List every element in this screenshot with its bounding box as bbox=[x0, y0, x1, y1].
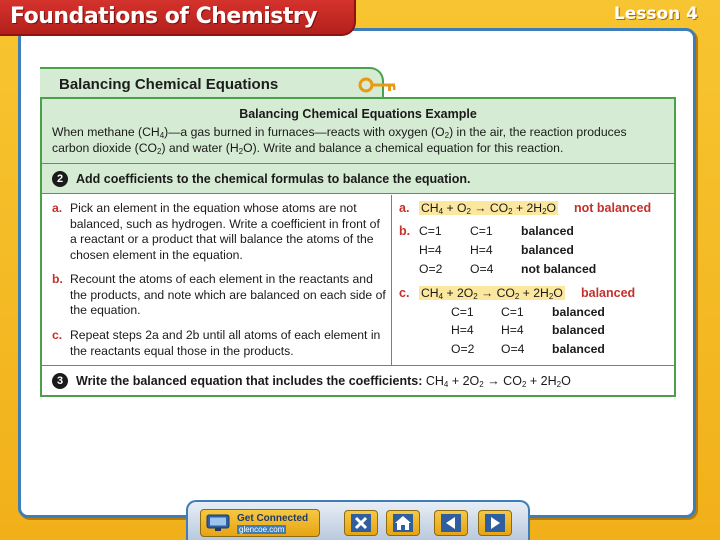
atom-count-reactant: H=4 bbox=[451, 323, 474, 337]
subscript: 4 bbox=[159, 131, 165, 140]
step-2-body bbox=[42, 195, 674, 365]
equation-balanced: $CH_4 + 2O_2 \to CO_2 + 2H_2O$ bbox=[421, 286, 563, 301]
solution-letter: b. bbox=[399, 224, 411, 238]
subscript: 2 bbox=[444, 131, 450, 140]
step-3-text: Write the balanced equation that includes the coefficients: bbox=[76, 374, 423, 388]
atom-status: balanced bbox=[521, 243, 574, 257]
atom-count-reactant: C=1 bbox=[451, 305, 474, 319]
chapter-title: Foundations of Chemistry bbox=[10, 4, 318, 29]
next-arrow-icon bbox=[484, 513, 506, 533]
atom-count-reactant: H=4 bbox=[419, 243, 442, 257]
status-balanced: balanced bbox=[581, 286, 636, 300]
column-divider bbox=[391, 195, 392, 365]
previous-button[interactable] bbox=[434, 510, 468, 536]
close-button[interactable] bbox=[344, 510, 378, 536]
solution-letter: c. bbox=[399, 286, 410, 300]
step-number-badge: 2 bbox=[52, 171, 68, 187]
atom-count-product: O=4 bbox=[470, 262, 494, 276]
intro-text: ) in the air, the reaction produces bbox=[449, 125, 627, 139]
get-connected-url: glencoe.com bbox=[239, 525, 285, 534]
home-button[interactable] bbox=[386, 510, 420, 536]
atom-status: balanced bbox=[521, 224, 574, 238]
atom-status: balanced bbox=[552, 323, 605, 337]
substep-text: Pick an element in the equation whose atoms are not balanced, such as hydrogen. Write a coefficient in front of a reactant or a product that will balance the atoms of the chosen element in the equation. bbox=[70, 201, 380, 262]
example-table bbox=[40, 97, 676, 397]
section-tab bbox=[40, 67, 384, 99]
close-icon bbox=[350, 513, 372, 533]
step-2-row bbox=[42, 164, 674, 194]
example-problem bbox=[52, 124, 664, 156]
intro-text: )—a gas burned in furnaces—reacts with oxygen (O bbox=[164, 125, 445, 139]
atom-count-product: H=4 bbox=[470, 243, 493, 257]
atom-status: balanced bbox=[552, 342, 605, 356]
atom-status: balanced bbox=[552, 305, 605, 319]
intro-text: O). Write and balance a chemical equation for this reaction. bbox=[243, 141, 564, 155]
step-3-row bbox=[42, 365, 674, 395]
step-number-badge: 3 bbox=[52, 373, 68, 389]
equation-unbalanced: $CH_4 + O_2 \to CO_2 + 2H_2O$ bbox=[421, 201, 557, 216]
section-title: Balancing Chemical Equations bbox=[59, 76, 279, 93]
key-icon bbox=[358, 77, 398, 93]
final-equation: $CH_4 + 2O_2 \to CO_2 + 2H_2O$ bbox=[425, 374, 571, 389]
status-not-balanced: not balanced bbox=[574, 201, 652, 215]
step-3-instruction bbox=[76, 374, 571, 388]
atom-count-reactant: O=2 bbox=[451, 342, 475, 356]
substep-letter: a. bbox=[52, 201, 63, 215]
previous-arrow-icon bbox=[440, 513, 462, 533]
worked-solution bbox=[399, 195, 674, 365]
subscript: 2 bbox=[238, 147, 244, 156]
example-intro bbox=[42, 99, 674, 164]
atom-count-reactant: O=2 bbox=[419, 262, 443, 276]
atom-count-reactant: C=1 bbox=[419, 224, 442, 238]
solution-letter: a. bbox=[399, 201, 410, 215]
bottom-nav-bar bbox=[186, 500, 530, 540]
get-connected-button[interactable] bbox=[200, 509, 320, 537]
atom-count-product: H=4 bbox=[501, 323, 524, 337]
example-title: Balancing Chemical Equations Example bbox=[239, 107, 477, 121]
header-banner bbox=[0, 0, 356, 36]
substep-letter: b. bbox=[52, 272, 63, 286]
substep-text: Recount the atoms of each element in the reactants and the products, and note which are balanced on each side of the equation. bbox=[70, 272, 386, 317]
intro-text: ) and water (H bbox=[161, 141, 239, 155]
intro-text: carbon dioxide (CO bbox=[52, 141, 157, 155]
home-icon bbox=[392, 513, 414, 533]
substep-text: Repeat steps 2a and 2b until all atoms of each element in the reactants equal those in the products. bbox=[70, 328, 381, 358]
atom-count-product: C=1 bbox=[470, 224, 493, 238]
intro-text: When methane (CH bbox=[52, 125, 160, 139]
atom-count-product: O=4 bbox=[501, 342, 525, 356]
atom-count-product: C=1 bbox=[501, 305, 524, 319]
subscript: 2 bbox=[157, 147, 162, 156]
monitor-icon bbox=[206, 514, 230, 532]
lesson-label: Lesson 4 bbox=[613, 4, 698, 24]
get-connected-label: Get Connected bbox=[237, 513, 309, 524]
next-button[interactable] bbox=[478, 510, 512, 536]
step-2-instruction: Add coefficients to the chemical formulas to balance the equation. bbox=[76, 172, 471, 186]
atom-status: not balanced bbox=[521, 262, 597, 276]
substep-letter: c. bbox=[52, 328, 63, 342]
